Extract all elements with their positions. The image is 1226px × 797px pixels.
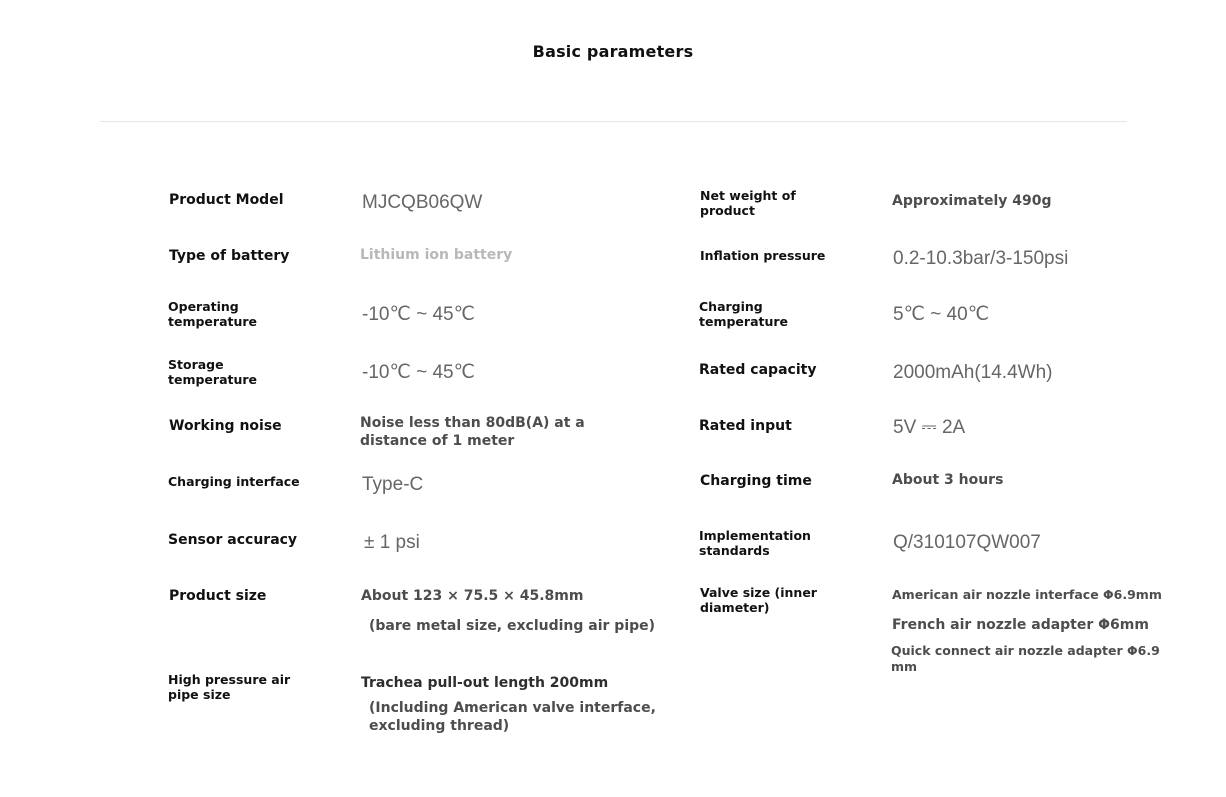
value-valve-size-quick-connect: Quick connect air nozzle adapter Φ6.9 mm [891,643,1160,674]
label-operating-temperature: Operating temperature [168,299,258,329]
value-working-noise: Noise less than 80dB(A) at a distance of 1 meter [360,415,585,449]
label-inflation-pressure: Inflation pressure [700,248,826,263]
label-rated-input: Rated input [699,418,792,434]
label-valve-size: Valve size (inner diameter) [700,585,817,615]
value-air-pipe-size: Trachea pull-out length 200mm [361,675,609,691]
value-rated-capacity: 2000mAh(14.4Wh) [893,362,1053,383]
value-valve-size-french: French air nozzle adapter Φ6mm [892,617,1149,633]
value-implementation-standards: Q/310107QW007 [893,532,1041,553]
page-title: Basic parameters [532,42,694,61]
value-air-pipe-size-note: (Including American valve interface, excluding thread) [369,700,656,734]
label-product-model: Product Model [169,192,284,208]
label-rated-capacity: Rated capacity [699,362,817,378]
value-inflation-pressure: 0.2-10.3bar/3-150psi [893,248,1069,269]
value-rated-input: 5V ⎓ 2A [893,417,966,438]
value-product-model: MJCQB06QW [362,192,483,213]
label-sensor-accuracy: Sensor accuracy [168,532,298,548]
value-sensor-accuracy: ± 1 psi [364,532,420,553]
label-charging-interface: Charging interface [168,474,300,489]
value-storage-temperature: -10℃ ~ 45℃ [362,362,475,383]
value-net-weight: Approximately 490g [892,193,1052,209]
value-valve-size-american: American air nozzle interface Φ6.9mm [892,587,1162,602]
value-charging-interface: Type-C [362,474,424,495]
label-charging-temperature: Charging temperature [699,299,789,329]
value-charging-time: About 3 hours [892,472,1004,488]
label-storage-temperature: Storage temperature [168,357,258,387]
label-air-pipe-size: High pressure air pipe size [168,672,291,702]
label-net-weight: Net weight of product [700,188,796,218]
label-product-size: Product size [169,588,267,604]
value-operating-temperature: -10℃ ~ 45℃ [362,304,475,325]
value-product-size-note: (bare metal size, excluding air pipe) [369,618,656,634]
label-battery-type: Type of battery [169,248,290,264]
label-charging-time: Charging time [700,473,812,489]
divider [100,121,1127,122]
value-product-size: About 123 × 75.5 × 45.8mm [361,588,584,604]
value-battery-type: Lithium ion battery [360,247,513,263]
value-charging-temperature: 5℃ ~ 40℃ [893,304,990,325]
label-working-noise: Working noise [169,418,282,434]
label-implementation-standards: Implementation standards [699,528,811,558]
